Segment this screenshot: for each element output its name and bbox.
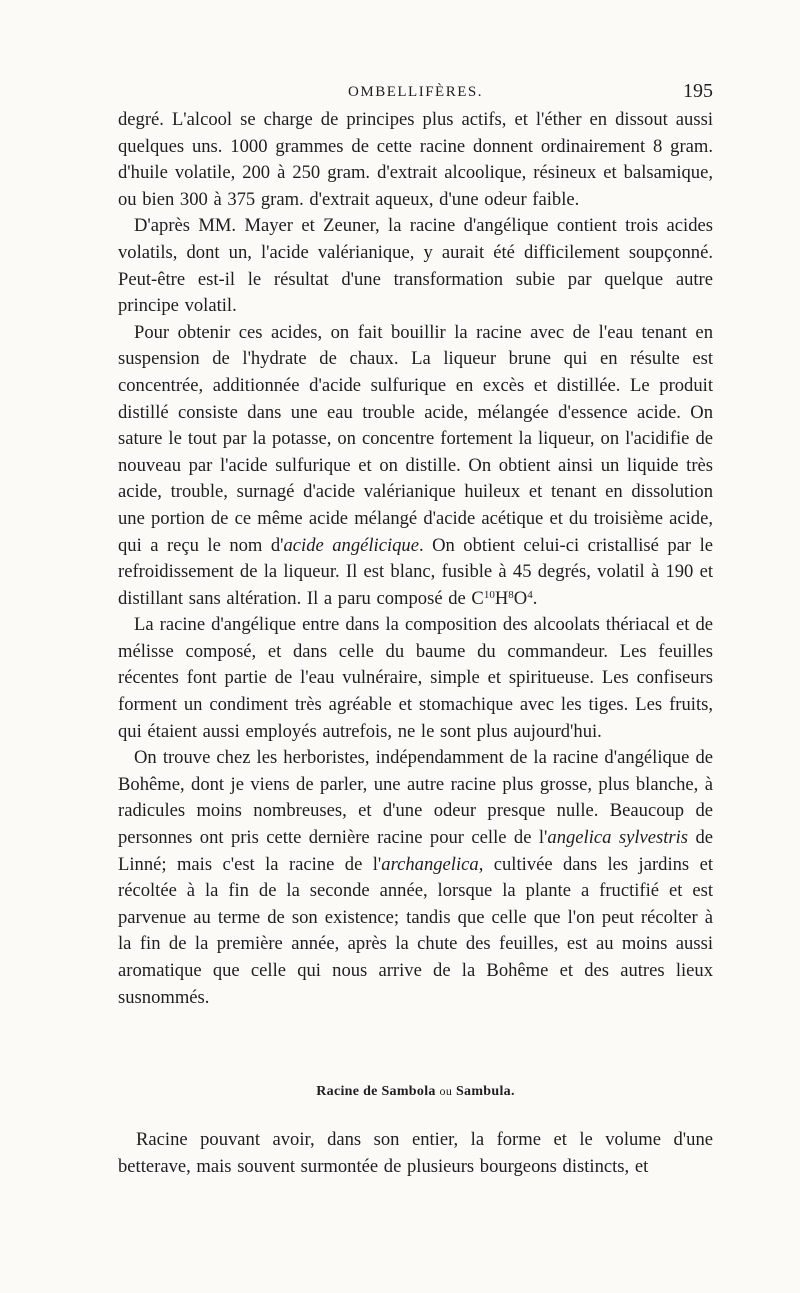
paragraph-3-text-a: Pour obtenir ces acides, on fait bouillir la racine avec de l'eau tenant en suspension de l'hydrate de chaux. La liqueur brune qui en résulte est concentrée, additionnée d'acide sulfurique en excès et distillée. Le produit distillé consiste dans une eau trouble acide, mélangée d'essence acide. On sature le tout par la potasse, on concentre fortement la liqueur, on l'acidifie de nouveau par l'acide sulfurique et on distille. On obtient ainsi un liquide très acide, trouble, surnagé d'acide valérianique huileux et tenant en dissolution une portion de ce même acide mélangé d'acide acétique et du troisième acide, qui a reçu le nom d'	[118, 321, 713, 556]
paragraph-4: La racine d'angélique entre dans la composition des alcoolats thériacal et de mélisse composé, et dans celle du baume du commandeur. Les feuilles récentes font partie de l'eau vulnéraire, simple et spiritueuse. Les confiseurs forment un condiment très agréable et stomachique avec les tiges. Les fruits, qui étaient aussi employés autrefois, ne le sont plus aujourd'hui.	[118, 614, 713, 742]
formula-oxygen-count: 4	[527, 588, 533, 601]
paragraph-3-text-b: . On obtient celui-ci cristallisé par le refroidissement de la liqueur. Il est blanc, fusible à 45 degrés, volatil à 190 et distillant sans altération. Il a paru composé de C	[118, 534, 713, 609]
body-text-continued	[118, 1127, 713, 1180]
paragraph-6: Racine pouvant avoir, dans son entier, la forme et le volume d'une betterave, mais souvent surmontée de plusieurs bourgeons distincts, et	[118, 1129, 713, 1177]
body-text	[118, 107, 713, 1011]
formula-carbon-count: 10	[483, 588, 495, 601]
section-heading-conjunction: ou	[439, 1084, 453, 1098]
paragraph-3-end: .	[532, 587, 538, 609]
page-header	[118, 78, 713, 108]
formula-hydrogen: H	[494, 587, 509, 609]
formula-oxygen: O	[513, 587, 528, 609]
section-heading-part-1: Racine de Sambola	[316, 1084, 436, 1099]
running-title: OMBELLIFÈRES.	[348, 84, 483, 100]
page-number: 195	[683, 80, 713, 102]
formula-hydrogen-count: 8	[508, 588, 514, 601]
section-heading-part-2: Sambula.	[455, 1084, 515, 1099]
archangelica-term: archangelica	[381, 853, 479, 875]
paragraph-3	[118, 320, 713, 613]
angelica-sylvestris-term: angelica sylvestris	[547, 827, 689, 849]
paragraph-5-text-b: de Linné; mais c'est la racine de l'	[118, 827, 713, 875]
paragraph-5	[118, 745, 713, 1011]
paragraph-5-text-c: , cultivée dans les jardins et récoltée à la fin de la seconde année, lorsque la plante a fructifié et est parvenue au terme de son existence; tandis que celle que l'on peut récolter à la fin de la première année, après la chute des feuilles, est au moins aussi aromatique que celle qui nous arrive de la Bohême et des autres lieux susnommés.	[118, 853, 713, 1008]
paragraph-2: D'après MM. Mayer et Zeuner, la racine d'angélique contient trois acides volatils, dont un, l'acide valérianique, y aurait été difficilement soupçonné. Peut-être est-il le résultat d'une transformation subie par quelque autre principe volatil.	[118, 215, 713, 317]
paragraph-5-text-a: On trouve chez les herboristes, indépendamment de la racine d'angélique de Bohême, dont je viens de parler, une autre racine plus grosse, plus blanche, à radicules moins nombreuses, et d'une odeur presque nulle. Beaucoup de personnes ont pris cette dernière racine pour celle de l'	[118, 747, 713, 849]
paragraph-1: degré. L'alcool se charge de principes plus actifs, et l'éther en dissout aussi quelques uns. 1000 grammes de cette racine donnent ordinairement 8 gram. d'huile volatile, 200 à 250 gram. d'extrait alcoolique, résineux et balsamique, ou bien 300 à 375 gram. d'extrait aqueux, d'une odeur faible.	[118, 109, 713, 210]
acide-angelicique-term: acide angélicique	[283, 534, 419, 556]
section-heading	[118, 1084, 713, 1100]
